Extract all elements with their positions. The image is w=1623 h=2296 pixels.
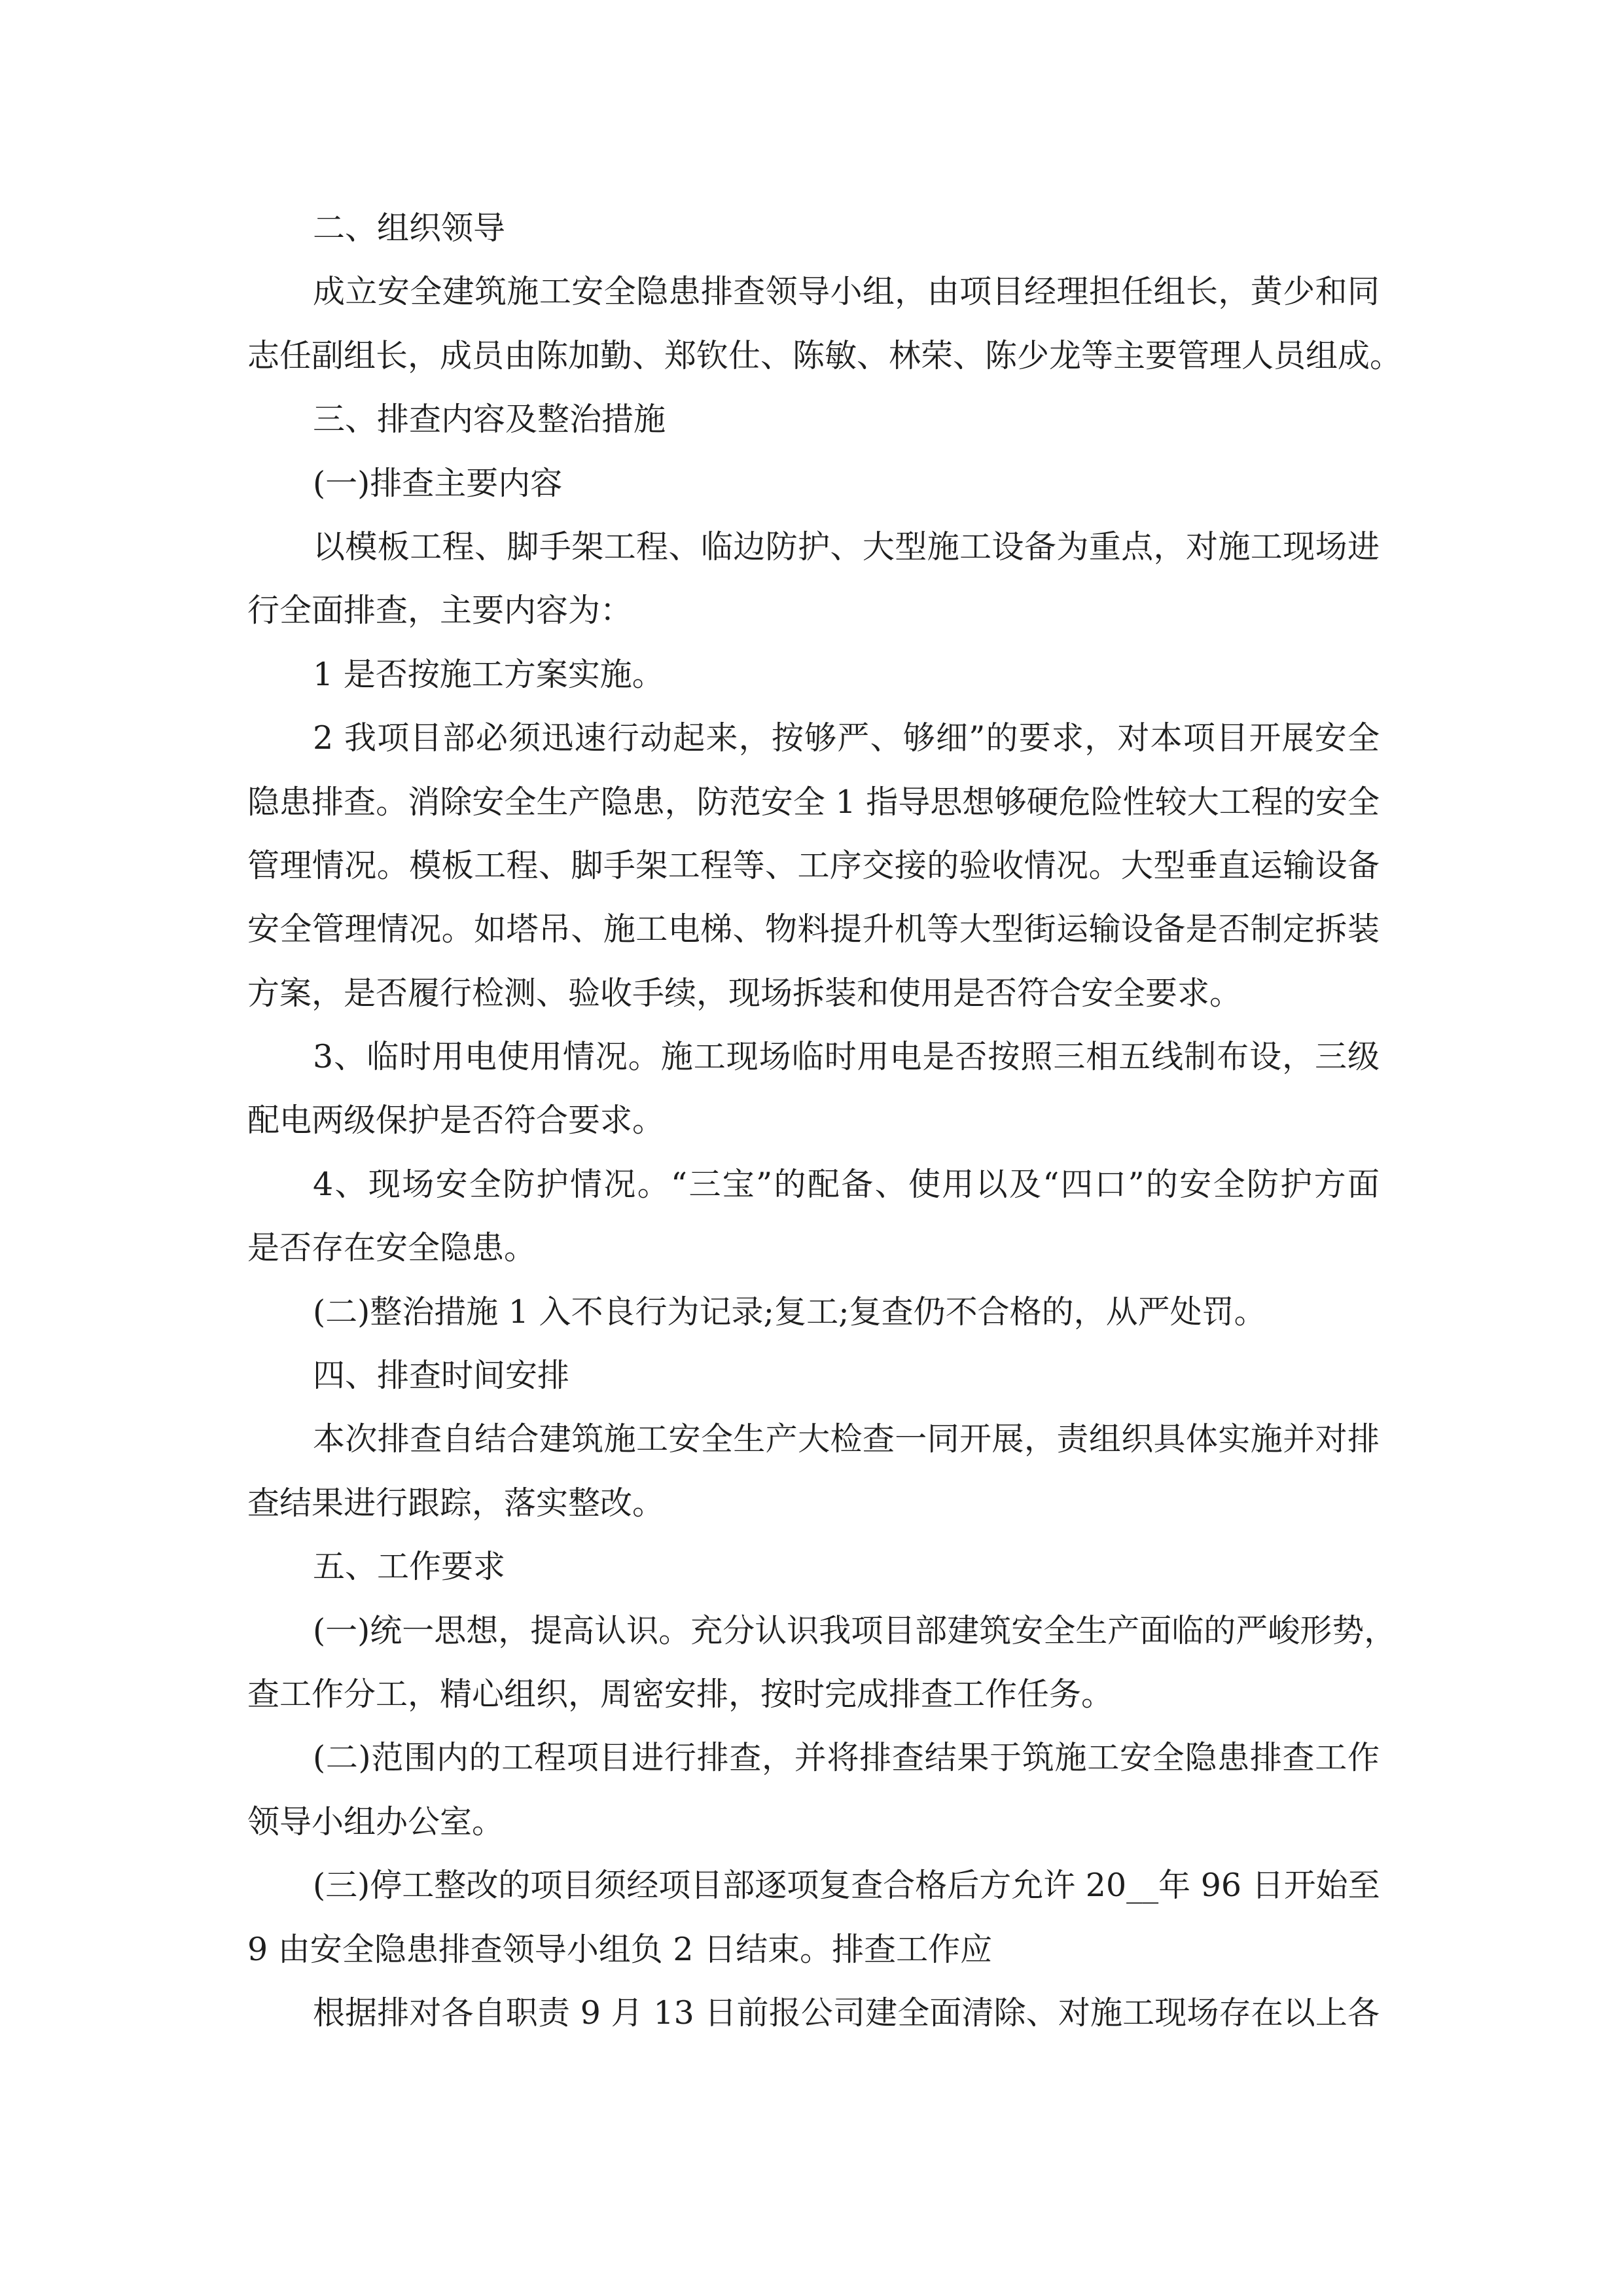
list-item-1: 1 是否按施工方案实施。 bbox=[313, 655, 664, 693]
section-heading-schedule: 四、排查时间安排 bbox=[313, 1357, 570, 1395]
list-item-2: 2 我项目部必须迅速行动起来，按够严、够细”的要求，对本项目开展安全 bbox=[313, 719, 1380, 757]
paragraph-line: 成立安全建筑施工安全隐患排查领导小组，由项目经理担任组长，黄少和同 bbox=[313, 273, 1380, 311]
paragraph-line: 隐患排查。消除安全生产隐患，防范安全 1 指导思想够硬危险性较大工程的安全 bbox=[247, 783, 1380, 821]
paragraph-line: 是否存在安全隐患。 bbox=[247, 1229, 537, 1267]
paragraph-line: 根据排对各自职责 9 月 13 日前报公司建全面清除、对施工现场存在以上各 bbox=[313, 1994, 1380, 2032]
paragraph-line: 志任副组长，成员由陈加勤、郑钦仕、陈敏、林荣、陈少龙等主要管理人员组成。 bbox=[247, 336, 1402, 374]
subsection-heading-main-content: (一)排查主要内容 bbox=[313, 464, 563, 502]
paragraph-line: 领导小组办公室。 bbox=[247, 1803, 505, 1840]
paragraph-line: 配电两级保护是否符合要求。 bbox=[247, 1102, 665, 1139]
requirement-item-1: (一)统一思想，提高认识。充分认识我项目部建筑安全生产面临的严峻形势， bbox=[313, 1611, 1397, 1649]
document-body bbox=[247, 196, 1402, 2045]
paragraph-line: 安全管理情况。如塔吊、施工电梯、物料提升机等大型街运输设备是否制定拆装 bbox=[247, 910, 1380, 948]
list-item-3: 3、临时用电使用情况。施工现场临时用电是否按照三相五线制布设，三级 bbox=[313, 1038, 1380, 1076]
paragraph-line: 以模板工程、脚手架工程、临边防护、大型施工设备为重点，对施工现场进 bbox=[313, 528, 1380, 565]
paragraph-line: 行全面排查，主要内容为： bbox=[247, 592, 633, 630]
section-heading-requirements: 五、工作要求 bbox=[313, 1548, 506, 1586]
section-heading-organization: 二、组织领导 bbox=[313, 209, 506, 247]
subsection-heading-remediation: (二)整治措施 1 入不良行为记录;复工;复查仍不合格的，从严处罚。 bbox=[313, 1293, 1266, 1331]
requirement-item-3: (三)停工整改的项目须经项目部逐项复查合格后方允许 20__年 96 日开始至 bbox=[313, 1867, 1380, 1905]
paragraph-line: 查工作分工，精心组织，周密安排，按时完成排查工作任务。 bbox=[247, 1675, 1114, 1713]
paragraph-line: 本次排查自结合建筑施工安全生产大检查一同开展，责组织具体实施并对排 bbox=[313, 1420, 1380, 1458]
list-item-4: 4、现场安全防护情况。“三宝”的配备、使用以及“四口”的安全防护方面 bbox=[313, 1165, 1380, 1203]
section-heading-inspection: 三、排查内容及整治措施 bbox=[313, 401, 666, 439]
paragraph-line: 方案，是否履行检测、验收手续，现场拆装和使用是否符合安全要求。 bbox=[247, 974, 1242, 1012]
requirement-item-2: (二)范围内的工程项目进行排查，并将排查结果于筑施工安全隐患排查工作 bbox=[313, 1739, 1380, 1777]
paragraph-line: 查结果进行跟踪，落实整改。 bbox=[247, 1484, 665, 1522]
paragraph-line: 9 由安全隐患排查领导小组负 2 日结束。排查工作应 bbox=[247, 1930, 993, 1968]
paragraph-line: 管理情况。模板工程、脚手架工程等、工序交接的验收情况。大型垂直运输设备 bbox=[247, 846, 1380, 884]
